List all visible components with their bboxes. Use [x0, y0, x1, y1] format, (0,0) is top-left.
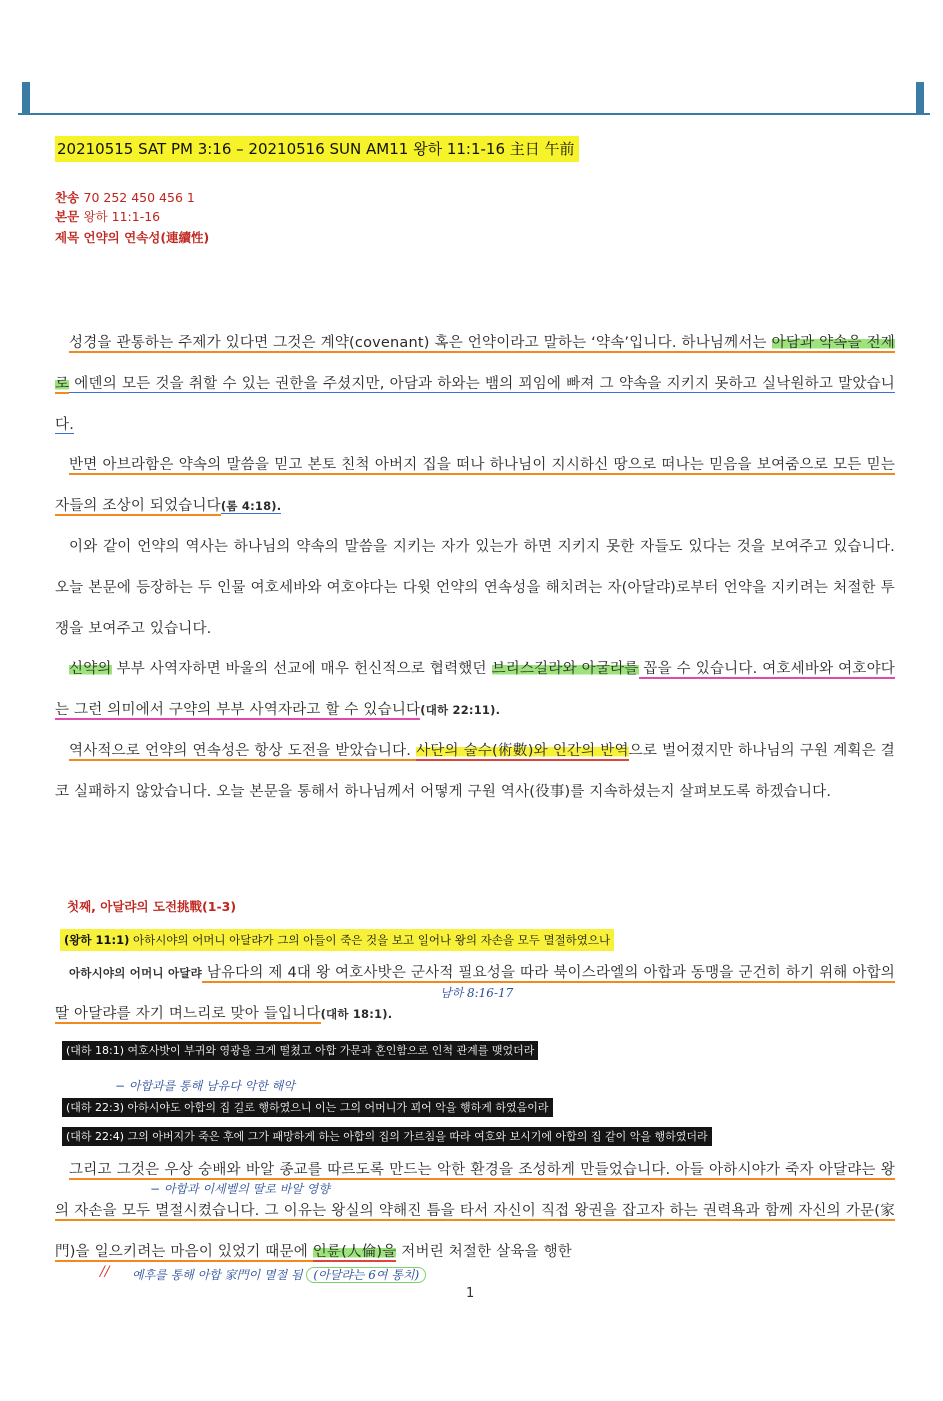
intro-p4-text: 부부 사역자하면 바울의 선교에 매우 헌신적으로 협력했던	[111, 661, 492, 678]
section-1-p1-text: 남유다의 제 4대 왕 여호사밧은 군사적 필요성을 따라 북이스라엘의 아합과 동맹을 군건히 하기 위해 아합의 딸 아달랴를 자기 며느리로 맞아 들입니다	[55, 965, 895, 1022]
handwritten-note-4	[132, 1266, 426, 1283]
scripture-label: 본문	[55, 209, 80, 224]
intro-p4-text-b: 꼽을 수 있습니다. 여호세바와 여호야다는 그런 의미에서 구약의 부부 사역자라고 할 수 있습니다	[55, 661, 895, 719]
sermon-title-line	[55, 228, 209, 246]
intro-p5-text: 역사적으로 언약의 연속성은 항상 도전을 받았습니다.	[69, 742, 417, 759]
scripture-value: 왕하 11:1-16	[83, 209, 161, 224]
hymn-label: 찬송	[55, 190, 80, 205]
verse-box-2: (대하 22:3) 아하시야도 아합의 집 길로 행하였으니 이는 그의 어머니가 꾀어 악을 행하게 하였음이라	[62, 1098, 553, 1117]
page-number: 1	[466, 1286, 475, 1301]
section-1-p1-lead: 아하시야의 어머니 아달랴	[69, 966, 202, 980]
intro-paragraph-2	[55, 445, 895, 527]
header-rule	[18, 113, 930, 115]
header-tab-left	[22, 82, 30, 115]
section-1-title: 첫째, 아달랴의 도전挑戰(1-3)	[67, 899, 237, 914]
section-1-p1-ref: (대하 18:1).	[320, 1006, 393, 1021]
intro-p4-highlight-1: 신약의	[69, 661, 112, 678]
handwritten-note-4-circled: (아달랴는 6여 통치)	[306, 1267, 426, 1283]
handwritten-mark: //	[100, 1264, 110, 1280]
section-1-p2-highlight: 인륜(人倫)을	[312, 1243, 397, 1260]
section-1-para-2	[55, 1150, 895, 1272]
verse-box-3: (대하 22:4) 그의 아버지가 죽은 후에 그가 패망하게 하는 아합의 집의 가르침을 따라 여호와 보시기에 아합의 집 같이 악을 행하였더라	[62, 1127, 712, 1146]
intro-p1-highlight: 아담과 약속을 전제로	[55, 335, 895, 392]
intro-p2-ref: (롬 4:18).	[220, 499, 282, 514]
header-tab-right	[916, 82, 924, 115]
key-verse-text: 아하시야의 어머니 아달랴가 그의 아들이 죽은 것을 보고 일어나 왕의 자손을 모두 멸절하였으나	[133, 933, 611, 947]
intro-paragraph-4	[55, 649, 895, 731]
hymn-value: 70 252 450 456 1	[83, 190, 195, 205]
intro-paragraph-3	[55, 527, 895, 649]
intro-p4-ref: (대하 22:11).	[420, 703, 501, 718]
intro-p5-highlight: 사단의 술수(術數)와 인간의 반역	[416, 742, 629, 759]
hymn-line	[55, 188, 195, 206]
scripture-line	[55, 207, 160, 225]
intro-p4-highlight-2: 브리스길라와 아굴라를	[491, 661, 639, 678]
handwritten-note-4-text: 예후를 통해 아합 家門이 멸절 됨	[132, 1268, 303, 1282]
section-1-p2-text-b: 저버린 처절한 살육을 행한	[396, 1243, 572, 1260]
intro-paragraph-5	[55, 731, 895, 813]
intro-p2-text: 반면 아브라함은 약속의 말씀을 믿고 본토 친척 아버지 집을 떠나 하나님이 지시하신 땅으로 떠나는 믿음을 보여줌으로 모든 믿는 자들의 조상이 되었습니다	[55, 457, 895, 515]
handwritten-note-1: 남하 8:16-17	[440, 986, 514, 1000]
sermon-title-value: 언약의 연속성(連續性)	[83, 230, 210, 245]
intro-p1-text: 성경을 관통하는 주제가 있다면 그것은 계약(covenant) 혹은 언약이라고 말하는 ‘약속’입니다. 하나님께서는	[69, 335, 772, 351]
intro-paragraph-1	[55, 323, 895, 445]
verse-box-1: (대하 18:1) 여호사밧이 부귀와 영광을 크게 떨쳤고 아합 가문과 혼인함으로 인척 관계를 맺었더라	[62, 1041, 538, 1060]
section-1-key-verse	[60, 929, 614, 951]
handwritten-note-2: − 아합과를 통해 남유다 악한 해악	[115, 1079, 295, 1093]
section-1-p2	[55, 1150, 895, 1272]
intro-p1-text-b: 에덴의 모든 것을 취할 수 있는 권한을 주셨지만, 아담과 하와는 뱀의 꾀임에 빠져 그 약속을 지키지 못하고 실낙원하고 말았습니다.	[55, 375, 895, 433]
intro-p5-text-b: 으로 벌어졌지만 하나님의 구원 계획은 결코 실패하지 않았습니다. 오늘 본문을 통해서 하나님께서 어떻게 구원 역사(役事)를 지속하셨는지 살펴보도록 하겠습니다.	[55, 742, 895, 800]
intro-p3-text: 이와 같이 언약의 역사는 하나님의 약속의 말씀을 지키는 자가 있는가 하면 지키지 못한 자들도 있다는 것을 보여주고 있습니다. 오늘 본문에 등장하는 두 인물 여호세바와 여호야다는 다윗 언약의 연속성을 해치려는 자(아달랴)로부터 언약을 지키려는 처절한 투쟁을 보여주고 있습니다.	[55, 538, 895, 637]
handwritten-note-3: − 아합과 이세벨의 딸로 바알 영향	[150, 1182, 330, 1196]
key-verse-ref: (왕하 11:1)	[64, 933, 130, 947]
intro-section	[55, 323, 895, 813]
section-1-p2-text: 그리고 그것은 우상 숭배와 바알 종교를 따르도록 만드는 악한 환경을 조성하게 만들었습니다. 아들 아하시야가 죽자 아달랴는 왕의 자손을 모두 멸절시켰습니다. 그 이유는 왕실의 약해진 틈을 타서 자신이 직접 왕권을 잡고자 하는 권력욕과 함께 자신의 가문(家門)을 일으키려는 마음이 있었기 때문에	[55, 1162, 895, 1260]
sermon-title-label: 제목	[55, 230, 80, 245]
date-heading: 20210515 SAT PM 3:16 – 20210516 SUN AM11 왕하 11:1-16 主日 午前	[55, 136, 579, 162]
